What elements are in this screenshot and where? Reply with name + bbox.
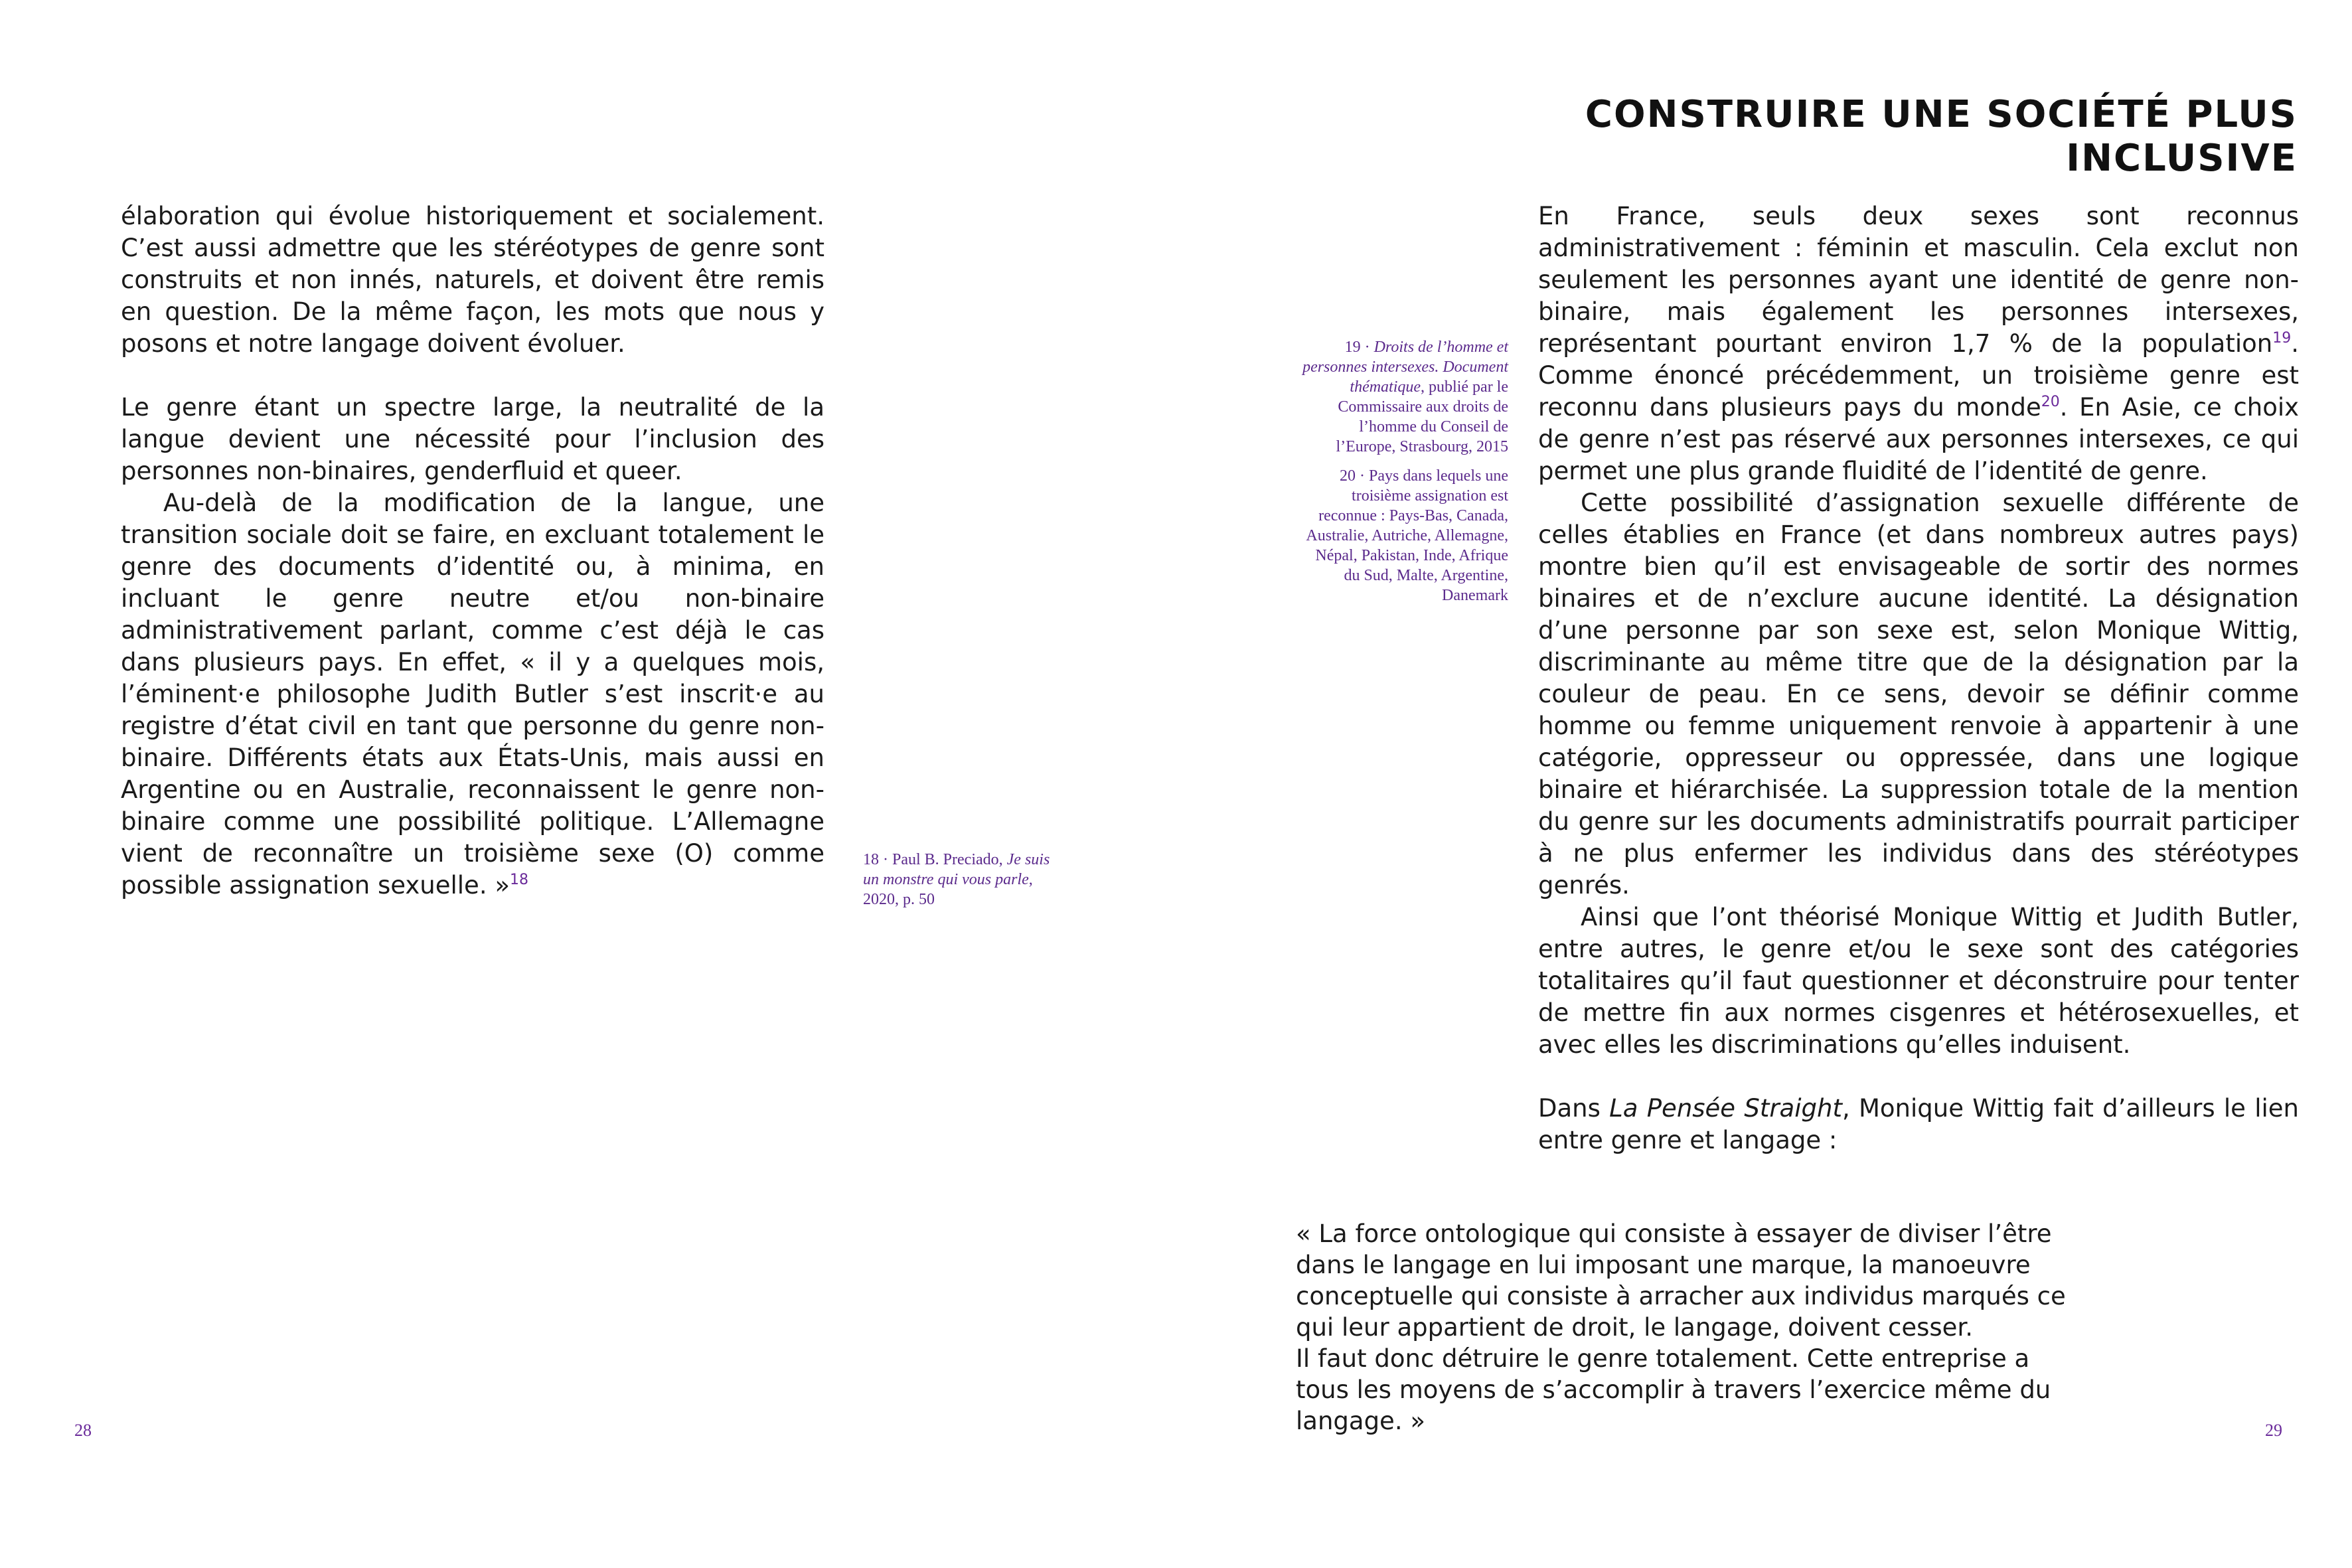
right-paragraph-4-a: Dans [1538, 1094, 1610, 1123]
sidenote-19-suffix: , publié par le Commissaire aux droits de l’homme du Conseil de l’Europe, Strasbourg, 2015 [1336, 378, 1508, 455]
sidenote-19-title: Droits de l’homme et personnes intersexes. Document thématique [1302, 339, 1508, 396]
right-body-text [1538, 200, 2299, 1156]
left-paragraph-3-text: Au-delà de la modification de la langue, une transition sociale doit se faire, en excluant totalement le genre des documents d’identité ou, à minima, en incluant le genre neutre et/ou non-binaire administrativement parlant, comme c’est déjà le cas dans plusieurs pays. En effet, « il y a quelques mois, l’éminent·e philosophe Judith Butler s’est inscrit·e au registre d’état civil en tant que personne du genre non-binaire. Différents états aux États-Unis, mais aussi en Argentine ou en Australie, reconnaissent le genre non-binaire comme une possibilité politique. L’Allemagne vient de reconnaître un troisième sexe (O) comme possible assignation sexuelle. » [121, 489, 824, 900]
right-paragraph-3: Ainsi que l’ont théorisé Monique Wittig et Judith Butler, entre autres, le genre et/ou le sexe sont des catégories totalitaires qu’il faut questionner et déconstruire pour tenter de mettre fin aux normes cisgenres et hétérosexuelles, et avec elles les discriminations qu’elles induisent. [1538, 903, 2299, 1059]
sidenote-18-prefix: 18 · Paul B. Preciado, [863, 851, 1007, 868]
left-body-text [121, 200, 824, 902]
right-paragraph-1-b: . Comme énoncé précédemment, un troisième genre est reconnu dans plusieurs pays du monde [1538, 329, 2299, 422]
chapter-title [1567, 93, 2298, 181]
block-quote-part-1: « La force ontologique qui consiste à essayer de diviser l’être dans le langage en lui imposant une marque, la manoeuvre conceptuelle qui consiste à arracher aux individus marqués ce qui leur appartient de droit, le langage, doivent cesser. [1296, 1219, 2066, 1342]
sidenote-18 [863, 850, 1062, 919]
right-paragraph-4-b: , Monique Wittig fait d’ailleurs le lien entre genre et langage : [1538, 1094, 2299, 1154]
page-number-right: 29 [2265, 1421, 2282, 1440]
chapter-title-line-1: CONSTRUIRE UNE SOCIÉTÉ PLUS [1585, 93, 2298, 136]
right-paragraph-4 [1538, 1093, 2299, 1156]
right-paragraph-1-c: . En Asie, ce choix de genre n’est pas réservé aux personnes intersexes, ce qui permet une plus grande fluidité de l’identité de genre. [1538, 393, 2300, 485]
footnote-ref-19[interactable]: 19 [2272, 330, 2292, 347]
sidenote-19 [1296, 337, 1508, 457]
sidenote-18-title: Je suis un monstre qui vous parle [863, 851, 1050, 888]
page-number-left: 28 [74, 1421, 92, 1440]
right-paragraph-1-a: En France, seuls deux sexes sont reconnus administrativement : féminin et masculin. Cela exclut non seulement les personnes ayant une identité de genre non-binaire, mais également les personnes intersexes, représentant pourtant environ 1,7 % de la population [1538, 202, 2299, 358]
right-page [1176, 0, 2352, 1568]
book-title: La Pensée Straight [1609, 1094, 1842, 1123]
footnote-ref-18[interactable]: 18 [509, 872, 528, 888]
right-paragraph-2: Cette possibilité d’assignation sexuelle différente de celles établies en France (et dans nombreux autres pays) montre bien qu’il est envisageable de sortir des normes binaires et de n’exclure aucune identité. La désignation d’une personne par son sexe est, selon Monique Wittig, discriminante au même titre que de la désignation par la couleur de peau. En ce sens, devoir se définir comme homme ou femme uniquement renvoie à appartenir à une catégorie, oppresseur ou oppressée, dans une logique binaire et hiérarchisée. La suppression totale de la mention du genre sur les documents administratifs pourrait participer à ne plus enfermer les individus dans des stéréotypes genrés. [1538, 489, 2299, 900]
block-quote-part-2: Il faut donc détruire le genre totalement. Cette entreprise a tous les moyens de s’accomplir à travers l’exercice même du langage. » [1296, 1344, 2051, 1435]
left-paragraph-3 [121, 487, 824, 902]
footnote-ref-20[interactable]: 20 [2041, 394, 2060, 410]
left-paragraph-2: Le genre étant un spectre large, la neutralité de la langue devient une nécessité pour l’inclusion des personnes non-binaires, genderfluid et queer. [121, 393, 824, 485]
sidenote-20: 20 · Pays dans lequels une troisième assignation est reconnue : Pays-Bas, Canada, Australie, Autriche, Allemagne, Népal, Pakistan, Inde, Afrique du Sud, Malte, Argentine, Danemark [1306, 467, 1508, 604]
left-paragraph-1: élaboration qui évolue historiquement et socialement. C’est aussi admettre que les stéréotypes de genre sont construits et non innés, naturels, et doivent être remis en question. De la même façon, les mots que nous y posons et notre langage doivent évoluer. [121, 202, 824, 358]
right-paragraph-1 [1538, 200, 2299, 487]
block-quote [1296, 1218, 2073, 1437]
sidenote-19-20 [1296, 337, 1508, 615]
sidenote-19-prefix: 19 · [1344, 339, 1374, 356]
sidenote-18-suffix: , 2020, p. 50 [863, 871, 1033, 908]
chapter-title-line-2: INCLUSIVE [2066, 137, 2298, 180]
